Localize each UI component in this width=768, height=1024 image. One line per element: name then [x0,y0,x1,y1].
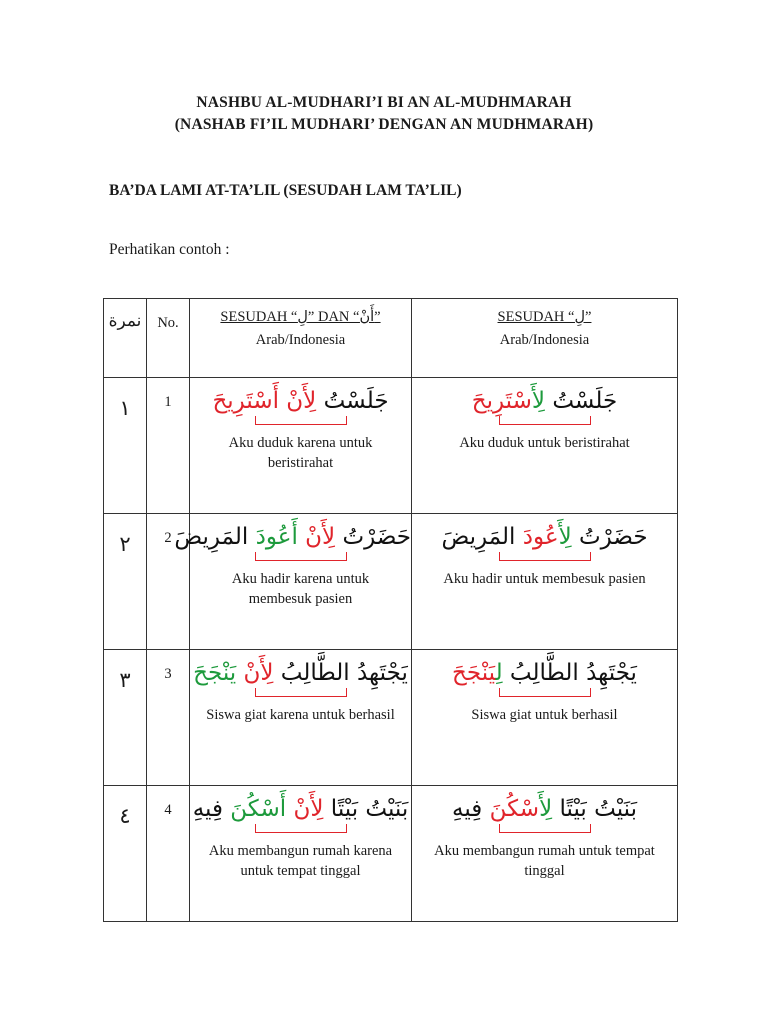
table-row [104,650,678,786]
arabic-pre: بَنَيْتُ بَيْتًا [323,796,409,822]
arabic-green-part: لِ [531,388,546,414]
arabic-red-part: يَنْجَحَ [452,660,496,686]
document-title-line-1: NASHBU AL-MUDHARI’I BI AN AL-MUDHMARAH [196,94,572,111]
header-number: No. [147,299,190,378]
arabic-sentence-li-an [174,514,411,550]
row-number: 4 [147,786,190,922]
arabic-green-part: لِ [558,524,572,550]
row-arabic-number: ١ [104,378,147,514]
arabic-sentence-li [412,514,677,550]
arabic-sentence-li [412,378,677,414]
arabic-pre: جَلَسْتُ [316,388,389,414]
arabic-red-part: أَعُودَ [522,524,559,550]
example-li-an-cell [190,786,412,922]
arabic-pre: يَجْتَهِدُ الطَّالِبُ [273,660,408,686]
row-number: 2 [147,514,190,650]
arabic-post: فِيهِ [452,796,490,822]
arabic-sentence-li-an [190,786,411,822]
arabic-pre: جَلَسْتُ [545,388,618,414]
row-arabic-number: ٣ [104,650,147,786]
arabic-red-part: لِأَنْ [236,660,274,686]
arabic-sentence-li-an [190,378,411,414]
translation-li: Aku duduk untuk beristirahat [459,435,630,451]
arabic-green-part: لِ [539,796,553,822]
row-arabic-number: ٢ [104,514,147,650]
underline-bracket [255,688,347,697]
underline-bracket [255,824,347,833]
underline-bracket [499,688,591,697]
translation-li-an: Siswa giat karena untuk berhasil [206,707,395,723]
header-column-li-an-title: SESUDAH “لِ” DAN “أَنْ” [220,309,381,325]
arabic-post: فِيهِ [192,796,231,822]
arabic-green-part: أَسْكُنَ [230,796,287,822]
arabic-post: المَرِيضَ [174,524,256,550]
arabic-red-part: لِأَنْ أَسْتَرِيحَ [212,388,317,414]
row-arabic-number: ٤ [104,786,147,922]
arabic-sentence-li [412,650,677,686]
arabic-sentence-li-an [190,650,411,686]
underline-bracket [499,552,591,561]
section-title: BA’DA LAMI AT-TA’LIL (SESUDAH LAM TA’LIL) [109,182,462,199]
translation-li: Siswa giat untuk berhasil [471,707,618,723]
translation-li: Aku hadir untuk membesuk pasien [443,571,646,587]
table-row [104,514,678,650]
arabic-pre: حَضَرْتُ [335,524,411,550]
example-li-cell [412,786,678,922]
arabic-green-part: لِ [495,660,503,686]
arabic-sentence-li [412,786,677,822]
underline-bracket [255,416,347,425]
example-li-cell [412,650,678,786]
arabic-pre: حَضَرْتُ [571,524,648,550]
row-number: 1 [147,378,190,514]
arabic-green-part: أَعُودَ [255,524,298,550]
underline-bracket [255,552,347,561]
example-li-cell [412,514,678,650]
translation-li-an: Aku membangun rumah karena untuk tempat tinggal [208,843,393,879]
intro-text: Perhatikan contoh : [109,241,230,258]
arabic-red-part: لِأَنْ [297,524,336,550]
underline-bracket [499,416,591,425]
arabic-red-part: لِأَنْ [286,796,324,822]
header-column-li-an-subtitle: Arab/Indonesia [255,332,346,348]
example-li-cell [412,378,678,514]
arabic-red-part: أَسْكُنَ [489,796,540,822]
table-row [104,378,678,514]
underline-bracket [499,824,591,833]
translation-li: Aku membangun rumah untuk tempat tinggal [434,843,655,879]
header-column-li [412,299,678,378]
arabic-green-part: يَنْجَحَ [193,660,237,686]
document-title-line-2: (NASHAB FI’IL MUDHARI’ DENGAN AN MUDHMARAH) [174,116,594,133]
header-column-li-title: SESUDAH “لِ” [497,309,592,325]
examples-table [103,298,678,922]
example-li-an-cell [190,378,412,514]
header-arabic-number: نمرة [104,299,147,378]
arabic-pre: يَجْتَهِدُ الطَّالِبُ [502,660,637,686]
table-row [104,786,678,922]
example-li-an-cell [190,650,412,786]
arabic-pre: بَنَيْتُ بَيْتًا [552,796,637,822]
header-column-li-an [190,299,412,378]
arabic-red-part: أَسْتَرِيحَ [471,388,532,414]
arabic-post: المَرِيضَ [441,524,523,550]
translation-li-an: Aku hadir karena untuk membesuk pasien [231,571,370,607]
header-column-li-subtitle: Arab/Indonesia [499,332,590,348]
table-header-row [104,299,678,378]
translation-li-an: Aku duduk karena untuk beristirahat [228,435,373,471]
row-number: 3 [147,650,190,786]
example-li-an-cell [174,514,412,650]
